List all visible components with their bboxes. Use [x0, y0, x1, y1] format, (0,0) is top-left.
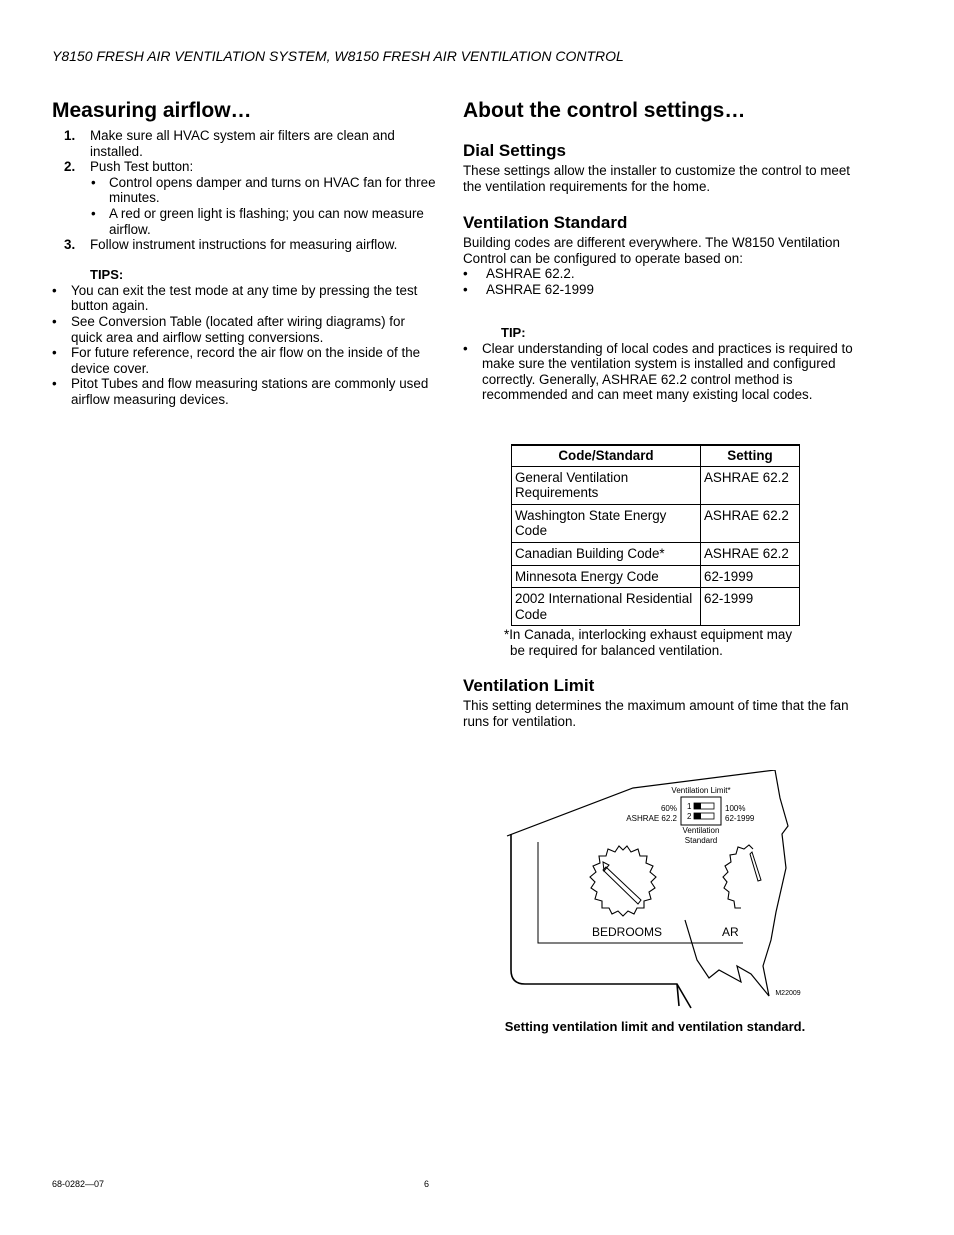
std-label-line2: Standard — [684, 836, 718, 845]
step-number: 2. — [64, 159, 76, 175]
page-number: 6 — [424, 1179, 430, 1189]
table-cell: ASHRAE 62.2 — [701, 504, 800, 542]
table-cell: Canadian Building Code* — [512, 542, 701, 565]
table-footnote: *In Canada, interlocking exhaust equipment may be required for balanced ventilation. — [504, 627, 793, 658]
sub-item: • A red or green light is flashing; you can now measure airflow. — [90, 206, 437, 237]
tip-text: Clear understanding of local codes and practices is required to make sure the ventilation system is installed and configured correctly. Generally, ASHRAE 62.2 control method is recommended and can meet many existing local codes. — [482, 340, 853, 403]
right-pct-label: 100% — [725, 804, 746, 813]
area-dial-icon — [723, 845, 753, 908]
step-number: 3. — [64, 237, 76, 253]
tip-text: You can exit the test mode at any time by pressing the test button again. — [71, 282, 418, 314]
table-cell: 62-1999 — [701, 588, 800, 626]
step-text: Make sure all HVAC system air filters are clean and installed. — [90, 128, 395, 159]
control-settings-title: About the control settings… — [463, 99, 746, 122]
standard-options — [463, 266, 853, 297]
area-dial-pointer-icon — [750, 852, 761, 881]
tip-text: For future reference, record the air flow on the inside of the device cover. — [71, 345, 421, 376]
ventilation-limit-text: This setting determines the maximum amount of time that the fan runs for ventilation. — [463, 698, 849, 729]
right-std-label: 62-1999 — [725, 814, 755, 823]
running-header: Y8150 FRESH AIR VENTILATION SYSTEM, W8150 FRESH AIR VENTILATION CONTROL — [52, 48, 624, 64]
table-row — [512, 542, 800, 565]
tip-item: • Clear understanding of local codes and practices is required to make sure the ventilation system is installed and configured correctly. Generally, ASHRAE 62.2 control method is recommended and can meet many existing local codes. — [463, 340, 853, 403]
tip-text: See Conversion Table (located after wiring diagrams) for quick area and airflow setting conversions. — [71, 313, 405, 345]
option-item: • ASHRAE 62.2. — [463, 266, 575, 282]
bedrooms-dial-icon — [590, 846, 656, 916]
step-text: Follow instrument instructions for measuring airflow. — [90, 237, 398, 253]
step-2 — [52, 159, 437, 237]
tip-item: • Pitot Tubes and flow measuring stations are commonly used airflow measuring devices. — [52, 376, 429, 407]
option-text: ASHRAE 62-1999 — [486, 281, 594, 297]
tip-item: • For future reference, record the air flow on the inside of the device cover. — [52, 345, 421, 376]
table-cell: ASHRAE 62.2 — [701, 466, 800, 504]
control-dial-figure — [505, 770, 810, 1015]
tips-list — [52, 283, 437, 408]
table-cell: 62-1999 — [701, 565, 800, 588]
step-3 — [52, 237, 437, 253]
tip-label: TIP: — [501, 324, 526, 340]
step-1 — [52, 128, 437, 159]
switch-toggle-1 — [694, 803, 701, 809]
control-settings-section — [463, 98, 853, 403]
bedrooms-dial-pointer-icon — [603, 862, 641, 904]
dial-settings-text: These settings allow the installer to customize the control to meet the ventilation requirements for the home. — [463, 163, 851, 194]
table-row — [512, 588, 800, 626]
std-label-line1: Ventilation — [682, 826, 720, 835]
figure-caption: Setting ventilation limit and ventilation standard. — [504, 1019, 806, 1034]
sub-item: • Control opens damper and turns on HVAC fan for three minutes. — [90, 175, 437, 206]
switch-1-label: 1 — [687, 802, 692, 811]
ventilation-limit-section — [463, 675, 853, 729]
document-number: 68-0282—07 — [52, 1179, 105, 1189]
code-standard-table — [511, 444, 800, 626]
measuring-airflow-section — [52, 98, 437, 408]
tip-text: Pitot Tubes and flow measuring stations are commonly used airflow measuring devices. — [71, 376, 429, 407]
table-row — [512, 504, 800, 542]
table-cell: Washington State Energy Code — [512, 504, 701, 542]
figure-code: M22009 — [775, 990, 801, 997]
step-text: Push Test button: — [90, 159, 194, 175]
table-cell: 2002 International Residential Code — [512, 588, 701, 626]
option-item: • ASHRAE 62-1999 — [463, 281, 594, 297]
area-label: AR — [722, 925, 739, 939]
table-row — [512, 466, 800, 504]
table-cell: Minnesota Energy Code — [512, 565, 701, 588]
switch-2-label: 2 — [687, 812, 692, 821]
measuring-airflow-title: Measuring airflow… — [52, 99, 252, 122]
tip-list — [463, 341, 853, 403]
limit-label: Ventilation Limit* — [671, 786, 731, 795]
column-header: Setting — [701, 445, 800, 466]
tips-label: TIPS: — [90, 266, 124, 282]
column-header: Code/Standard — [512, 445, 701, 466]
table-cell: General Ventilation Requirements — [512, 466, 701, 504]
tip-item: • See Conversion Table (located after wiring diagrams) for quick area and airflow setting conversions. — [52, 313, 405, 345]
option-text: ASHRAE 62.2. — [486, 266, 575, 282]
airflow-steps — [52, 128, 437, 253]
tip-item: • You can exit the test mode at any time by pressing the test button again. — [52, 282, 418, 314]
table-header-row — [512, 445, 800, 466]
bedrooms-label: BEDROOMS — [591, 925, 663, 939]
ventilation-limit-heading: Ventilation Limit — [463, 676, 595, 695]
dial-settings-heading: Dial Settings — [463, 141, 566, 160]
step-number: 1. — [64, 128, 76, 143]
step-2-subitems — [90, 175, 437, 237]
ventilation-standard-heading: Ventilation Standard — [463, 213, 628, 233]
left-std-label: ASHRAE 62.2 — [626, 814, 677, 823]
ventilation-standard-text: Building codes are different everywhere. The W8150 Ventilation Control can be configured to operate based on: — [463, 235, 840, 266]
torn-panel-icon — [507, 770, 788, 996]
switch-toggle-2 — [694, 813, 701, 819]
table-row — [512, 565, 800, 588]
table-cell: ASHRAE 62.2 — [701, 542, 800, 565]
left-pct-label: 60% — [660, 804, 677, 813]
